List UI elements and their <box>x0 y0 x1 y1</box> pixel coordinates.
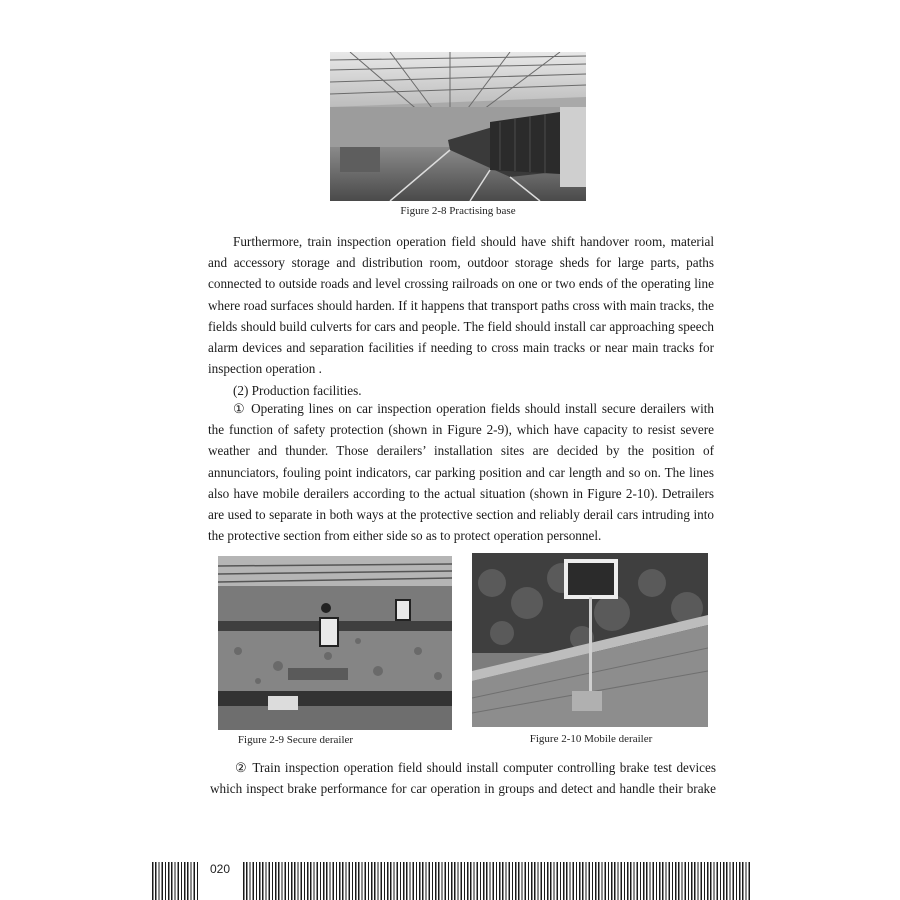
footer-barcode-left <box>152 862 198 900</box>
text-line: ② Train inspection operation field should install computer controlling brake test devices <box>235 760 716 775</box>
text-line: also have mobile derailers according to the actual situation (shown in Figure 2-10). Detrailers <box>208 485 714 501</box>
text-line: which inspect brake performance for car operation in groups and detect and handle their brake <box>210 781 716 797</box>
text-line: alarm devices and separation facilities if needing to cross main tracks or near main tracks for <box>208 340 714 356</box>
figure-2-8-photo <box>330 52 586 201</box>
footer-barcode-right <box>243 862 750 900</box>
text-line: the protective section from either side so as to protect operation personnel. <box>208 528 602 544</box>
section-heading: (2) Production facilities. <box>233 383 362 398</box>
text-line: weather and thunder. Those derailers’ installation sites are decided by the position of <box>208 443 714 459</box>
text-line: annunciators, fouling point indicators, car parking position and car length and so on. The lines <box>208 464 714 480</box>
paragraph-derailers <box>208 398 714 546</box>
figure-2-9-caption: Figure 2-9 Secure derailer <box>237 734 354 746</box>
text-line: inspection operation . <box>208 361 322 377</box>
text-line: fields should build culverts for cars and people. The field should install car approaching speech <box>208 318 714 334</box>
text-line: where road surfaces should harden. If it happens that transport paths cross with main tracks, the <box>208 297 714 313</box>
text-line: the function of safety protection (shown in Figure 2-9), which have capacity to resist severe <box>208 422 714 438</box>
page-number: 020 <box>210 862 231 876</box>
paragraph-brake-test <box>210 757 716 799</box>
text-line: ① Operating lines on car inspection operation fields should install secure derailers with <box>233 401 714 416</box>
text-line: Furthermore, train inspection operation field should have shift handover room, material <box>233 234 714 249</box>
figure-2-9-photo <box>218 556 452 730</box>
figure-2-10-photo <box>472 553 708 727</box>
figure-2-10-caption: Figure 2-10 Mobile derailer <box>529 733 653 745</box>
figure-2-8-caption: Figure 2-8 Practising base <box>400 205 516 217</box>
text-line: and accessory storage and distribution room, outdoor storage sheds for large parts, paths <box>208 255 714 271</box>
paragraph-facilities <box>208 231 714 379</box>
text-line: are used to separate in both ways at the protective section and reliably derail cars intruding into <box>208 507 714 523</box>
text-line: connected to outside roads and level crossing railroads on one or two ends of the operating line <box>208 276 714 292</box>
